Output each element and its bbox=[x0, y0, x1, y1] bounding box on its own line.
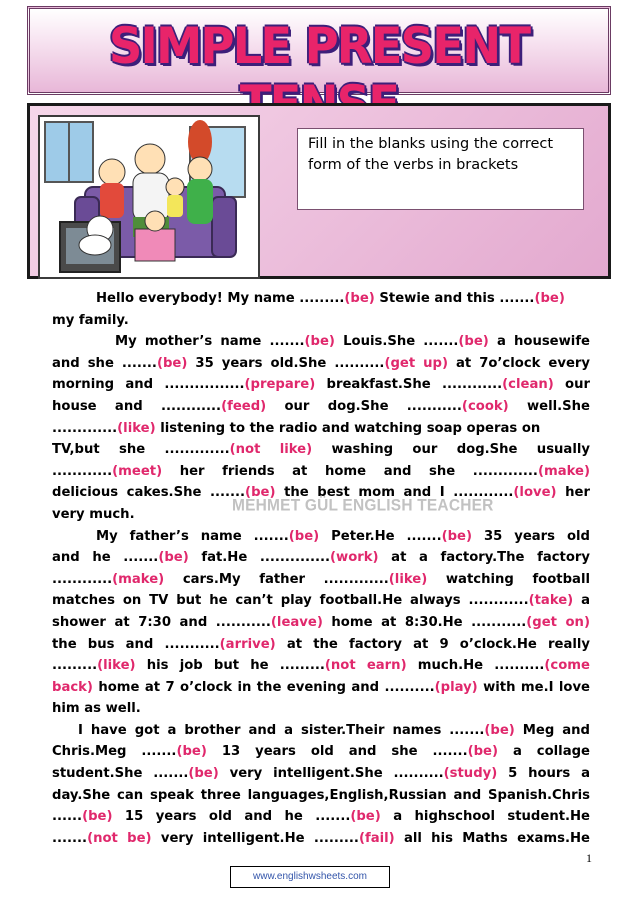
verb-prompt: (like) bbox=[117, 420, 156, 436]
exercise-line bbox=[52, 374, 590, 396]
sentence-text: and he ....... bbox=[52, 550, 159, 566]
sentence-text: ......... bbox=[52, 658, 98, 674]
verb-prompt: (be) bbox=[188, 766, 219, 782]
exercise-line bbox=[52, 288, 590, 310]
sentence-text: day.She can speak three languages,English,Russian and Spanish.Chris bbox=[52, 787, 590, 803]
verb-prompt: (clean) bbox=[502, 377, 554, 393]
verb-prompt: (come bbox=[544, 658, 590, 674]
verb-prompt: (take) bbox=[528, 593, 574, 609]
exercise-line bbox=[52, 806, 590, 828]
sentence-text: I have got a brother and a sister.Their names ....... bbox=[78, 722, 485, 738]
verb-prompt: (love) bbox=[513, 485, 557, 501]
verb-prompt: (leave) bbox=[270, 614, 323, 630]
page-number: 1 bbox=[586, 851, 592, 865]
sentence-text: very intelligent.She .......... bbox=[218, 766, 444, 782]
verb-prompt: (make) bbox=[112, 571, 165, 587]
sentence-text: shower at 7:30 and ........... bbox=[52, 614, 271, 630]
sentence-text: My mother’s name ....... bbox=[115, 334, 305, 350]
sentence-text: student.She ....... bbox=[52, 766, 189, 782]
exercise-line bbox=[52, 612, 590, 634]
verb-prompt: back) bbox=[52, 679, 93, 695]
verb-prompt: (be) bbox=[350, 809, 381, 825]
exercise-text bbox=[52, 288, 590, 849]
verb-prompt: (make) bbox=[537, 463, 590, 479]
verb-prompt: (be) bbox=[176, 744, 207, 760]
sentence-text: cars.My father ............. bbox=[164, 571, 389, 587]
footer-url: www.englishwsheets.com bbox=[230, 866, 390, 888]
verb-prompt: (be) bbox=[441, 528, 473, 544]
title-banner bbox=[27, 6, 611, 95]
exercise-line bbox=[52, 763, 590, 785]
verb-prompt: (be) bbox=[344, 291, 375, 306]
sentence-text: her friends at home and she ............. bbox=[162, 463, 538, 479]
verb-prompt: (be) bbox=[484, 722, 515, 738]
sentence-text: him as well. bbox=[52, 701, 141, 717]
sentence-text: our bbox=[553, 377, 590, 393]
exercise-line bbox=[52, 590, 590, 612]
exercise-line bbox=[52, 526, 590, 548]
sentence-text: very much. bbox=[52, 506, 135, 522]
sentence-text: watching football bbox=[427, 571, 590, 587]
exercise-line bbox=[52, 331, 590, 353]
sentence-text: much.He .......... bbox=[406, 658, 545, 674]
exercise-line bbox=[52, 439, 590, 461]
verb-prompt: (get up) bbox=[384, 355, 449, 371]
verb-prompt: (be) bbox=[467, 744, 499, 760]
exercise-line bbox=[52, 741, 590, 763]
sentence-text: my family. bbox=[52, 312, 129, 328]
cartoon-family-illustration bbox=[38, 115, 260, 279]
sentence-text: Hello everybody! My name ......... bbox=[96, 291, 345, 306]
sentence-text: morning and ................ bbox=[52, 377, 245, 393]
sentence-text: his job but he ......... bbox=[135, 658, 325, 674]
sentence-text: 5 hours a bbox=[497, 766, 590, 782]
exercise-line bbox=[52, 353, 590, 375]
verb-prompt: (meet) bbox=[112, 463, 163, 479]
sentence-text: TV,but she ............. bbox=[52, 442, 230, 458]
sentence-text: Louis.She ....... bbox=[334, 334, 459, 350]
verb-prompt: (arrive) bbox=[219, 636, 276, 652]
verb-prompt: (not be) bbox=[87, 830, 152, 846]
verb-prompt: (be) bbox=[534, 291, 565, 306]
verb-prompt: (like) bbox=[388, 571, 428, 587]
exercise-line bbox=[52, 698, 590, 720]
sentence-text: our dog.She ........... bbox=[266, 398, 462, 414]
sentence-text: breakfast.She ............ bbox=[315, 377, 503, 393]
exercise-line bbox=[52, 655, 590, 677]
verb-prompt: (be) bbox=[245, 485, 276, 501]
sentence-text: a housewife bbox=[488, 334, 590, 350]
sentence-text: Peter.He ....... bbox=[319, 528, 442, 544]
exercise-line bbox=[52, 396, 590, 418]
exercise-line bbox=[52, 720, 590, 742]
sentence-text: home at 8:30.He ........... bbox=[322, 614, 527, 630]
exercise-line bbox=[52, 828, 590, 850]
sentence-text: ............ bbox=[52, 571, 113, 587]
sentence-text: listening to the radio and watching soap operas on bbox=[155, 420, 541, 436]
sentence-text: a collage bbox=[498, 744, 590, 760]
exercise-line bbox=[52, 310, 590, 332]
instruction-box: Fill in the blanks using the correct form of the verbs in brackets bbox=[297, 128, 584, 210]
exercise-line bbox=[52, 418, 590, 440]
sentence-text: 13 years old and she ....... bbox=[206, 744, 468, 760]
exercise-line bbox=[52, 677, 590, 699]
verb-prompt: (be) bbox=[158, 550, 189, 566]
sentence-text: fat.He .............. bbox=[188, 550, 331, 566]
sentence-text: Meg and bbox=[514, 722, 590, 738]
sentence-text: at a factory.The factory bbox=[378, 550, 590, 566]
sentence-text: the bus and ........... bbox=[52, 636, 220, 652]
sentence-text: washing our dog.She usually bbox=[312, 442, 590, 458]
verb-prompt: (get on) bbox=[526, 614, 590, 630]
sentence-text: ............ bbox=[52, 463, 113, 479]
sentence-text: ....... bbox=[52, 830, 88, 846]
sentence-text: delicious cakes.She ....... bbox=[52, 485, 246, 501]
sentence-text: and she ....... bbox=[52, 355, 157, 371]
exercise-line bbox=[52, 547, 590, 569]
exercise-line bbox=[52, 634, 590, 656]
sentence-text: the best mom and I ............ bbox=[275, 485, 514, 501]
verb-prompt: (fail) bbox=[358, 830, 395, 846]
sentence-text: well.She bbox=[508, 398, 590, 414]
sentence-text: very intelligent.He ......... bbox=[151, 830, 359, 846]
verb-prompt: (not earn) bbox=[324, 658, 407, 674]
sentence-text: a bbox=[573, 593, 590, 609]
sentence-text: 35 years old.She .......... bbox=[187, 355, 385, 371]
verb-prompt: (feed) bbox=[221, 398, 267, 414]
sentence-text: ............. bbox=[52, 420, 118, 436]
verb-prompt: (work) bbox=[330, 550, 379, 566]
sentence-text: with me.I love bbox=[477, 679, 590, 695]
exercise-line bbox=[52, 569, 590, 591]
sentence-text: a highschool student.He bbox=[380, 809, 590, 825]
sentence-text: 35 years old bbox=[472, 528, 590, 544]
verb-prompt: (be) bbox=[288, 528, 320, 544]
verb-prompt: (be) bbox=[458, 334, 489, 350]
sentence-text: all his Maths exams.He bbox=[394, 830, 590, 846]
sentence-text: My father’s name ....... bbox=[96, 528, 289, 544]
sentence-text: 15 years old and he ....... bbox=[112, 809, 351, 825]
verb-prompt: (be) bbox=[82, 809, 113, 825]
sentence-text: her bbox=[556, 485, 590, 501]
exercise-line bbox=[52, 785, 590, 807]
exercise-line bbox=[52, 461, 590, 483]
sentence-text: at the factory at 9 o’clock.He really bbox=[275, 636, 590, 652]
sentence-text: at 7o’clock every bbox=[448, 355, 590, 371]
verb-prompt: (not like) bbox=[229, 442, 313, 458]
sentence-text: Chris.Meg ....... bbox=[52, 744, 177, 760]
page-title: SIMPLE PRESENT bbox=[108, 17, 530, 75]
watermark: MEHMET GÜL ENGLISH TEACHER bbox=[232, 496, 494, 515]
sentence-text: house and ............ bbox=[52, 398, 222, 414]
family-on-couch-image bbox=[40, 117, 258, 277]
verb-prompt: (cook) bbox=[461, 398, 509, 414]
verb-prompt: (be) bbox=[156, 355, 188, 371]
verb-prompt: (be) bbox=[304, 334, 335, 350]
verb-prompt: (like) bbox=[97, 658, 136, 674]
sentence-text: matches on TV but he can’t play football.He always ............ bbox=[52, 593, 529, 609]
verb-prompt: (play) bbox=[434, 679, 478, 695]
verb-prompt: (study) bbox=[443, 766, 498, 782]
sentence-text: home at 7 o’clock in the evening and .......... bbox=[92, 679, 435, 695]
verb-prompt: (prepare) bbox=[244, 377, 316, 393]
sentence-text: ...... bbox=[52, 809, 83, 825]
sentence-text: Stewie and this ....... bbox=[374, 291, 535, 306]
